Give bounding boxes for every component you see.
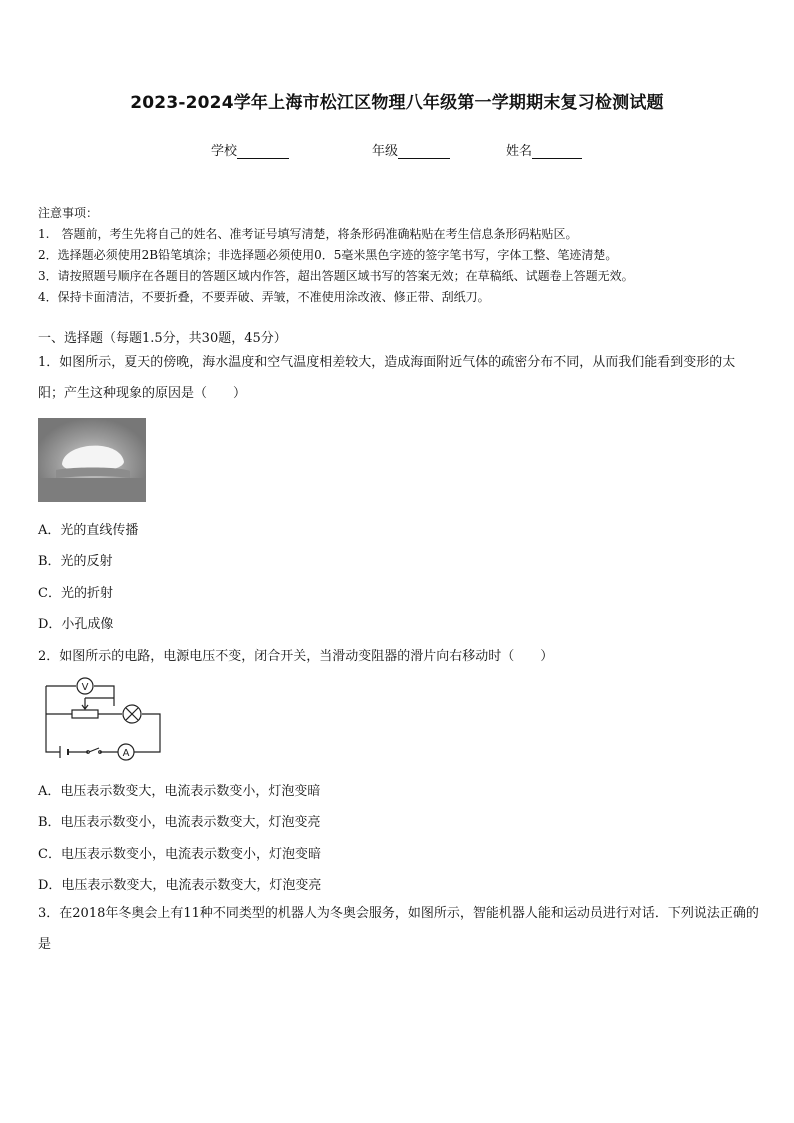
note-item: 4．保持卡面清洁，不要折叠，不要弄破、弄皱，不准使用涂改液、修正带、刮纸刀。 <box>38 290 490 304</box>
note-item: 2．选择题必须使用2B铅笔填涂；非选择题必须使用0．5毫米黑色字迹的签字笔书写，字体工整、笔迹清楚。 <box>38 248 618 262</box>
question-2-stem: 2．如图所示的电路，电源电压不变，闭合开关，当滑动变阻器的滑片向右移动时（ ） <box>38 649 554 664</box>
name-label: 姓名 <box>506 144 533 159</box>
page-title: 2023-2024学年上海市松江区物理八年级第一学期期末复习检测试题 <box>130 93 664 113</box>
option-b[interactable]: B．电压表示数变小，电流表示数变大，灯泡变亮 <box>38 815 321 830</box>
note-item: 3．请按照题号顺序在各题目的答题区域内作答，超出答题区域书写的答案无效；在草稿纸、试题卷上答题无效。 <box>38 269 634 283</box>
option-d[interactable]: D．电压表示数变大，电流表示数变大，灯泡变亮 <box>38 878 322 893</box>
notes-block <box>38 203 634 308</box>
note-item: 1. 答题前，考生先将自己的姓名、准考证号填写清楚，将条形码准确粘贴在考生信息条形码粘贴区。 <box>38 227 578 241</box>
option-d[interactable]: D．小孔成像 <box>38 617 114 632</box>
school-field[interactable] <box>211 140 289 159</box>
question-3-stem: 3．在2018年冬奥会上有11种不同类型的机器人为冬奥会服务，如图所示，智能机器人能和运动员进行对话．下列说法正确的是 <box>38 906 759 952</box>
grade-field[interactable] <box>372 140 450 159</box>
option-a[interactable]: A．电压表示数变大，电流表示数变小，灯泡变暗 <box>38 784 321 799</box>
voltmeter-label: V <box>81 682 89 693</box>
grade-blank[interactable] <box>398 146 450 159</box>
sunset-image <box>38 418 146 502</box>
name-blank[interactable] <box>532 146 582 159</box>
section-heading: 一、选择题（每题1.5分，共30题，45分） <box>38 331 287 346</box>
option-c[interactable]: C．光的折射 <box>38 586 113 601</box>
ammeter-label: A <box>122 748 130 759</box>
option-b[interactable]: B．光的反射 <box>38 554 113 569</box>
school-blank[interactable] <box>237 146 289 159</box>
school-label: 学校 <box>211 144 238 159</box>
question-1-stem: 1．如图所示，夏天的傍晚，海水温度和空气温度相差较大，造成海面附近气体的疏密分布不同，从而我们能看到变形的太阳；产生这种现象的原因是（ ） <box>38 355 736 401</box>
name-field[interactable] <box>506 140 582 159</box>
option-a[interactable]: A．光的直线传播 <box>38 523 139 538</box>
circuit-diagram <box>38 672 162 764</box>
grade-label: 年级 <box>372 144 399 159</box>
option-c[interactable]: C．电压表示数变小，电流表示数变小，灯泡变暗 <box>38 847 321 862</box>
notes-heading: 注意事项： <box>38 206 99 220</box>
